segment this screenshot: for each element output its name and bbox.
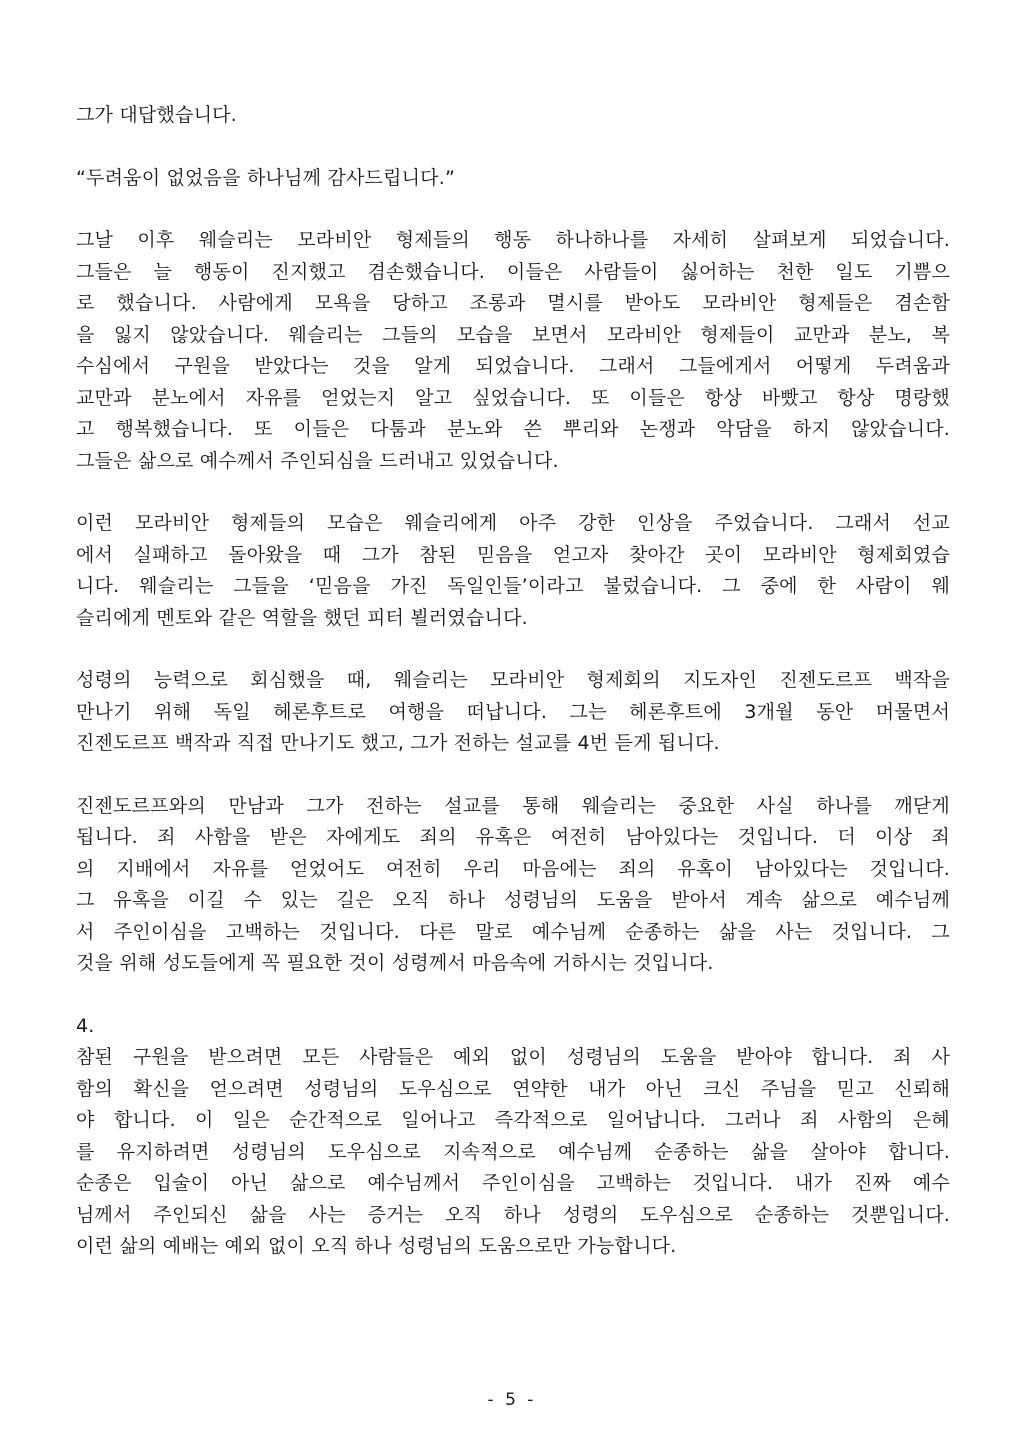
text-line: 함의 확신을 얻으려면 성령님의 도우심으로 연약한 내가 아닌 크신 주님을 믿고 신뢰해 — [76, 1077, 950, 1100]
text-line: 수심에서 구원을 받았다는 것을 알게 되었습니다. 그래서 그들에게서 어떻게 두려움과 — [76, 355, 950, 377]
text-line: 에서 실패하고 돌아왔을 때 그가 참된 믿음을 얻고자 찾아간 곳이 모라비안 형제회였습 — [76, 543, 950, 566]
page-number: - 5 - — [487, 1390, 537, 1410]
text-line: 그들은 늘 행동이 진지했고 겸손했습니다. 이들은 사람들이 싫어하는 천한 일도 기쁨으 — [76, 260, 950, 283]
text-line: 교만과 분노에서 자유를 얻었는지 알고 싶었습니다. 또 이들은 항상 바빴고 항상 명랑했 — [76, 386, 950, 409]
section-number — [76, 1011, 950, 1043]
paragraph-quote — [76, 163, 950, 195]
text-line: 4. — [76, 1014, 95, 1037]
text-line: 고 행복했습니다. 또 이들은 다툼과 분노와 쓴 뿌리와 논쟁과 악담을 하지 않았습니다. — [76, 418, 950, 440]
text-line: 니다. 웨슬리는 그들을 ‘믿음을 가진 독일인들’이라고 불렀습니다. 그 중에 한 사람이 웨 — [76, 575, 950, 597]
text-line: 그날 이후 웨슬리는 모라비안 형제들의 행동 하나하나를 자세히 살펴보게 되었습니다. — [76, 229, 950, 251]
text-line: 그들은 삶으로 예수께서 주인되심을 드러내고 있었습니다. — [76, 449, 559, 472]
text-line: 서 주인이심을 고백하는 것입니다. 다른 말로 예수님께 순종하는 삶을 사는 것입니다. 그 — [76, 920, 950, 943]
paragraph — [76, 791, 950, 980]
paragraph — [76, 665, 950, 760]
text-line: 야 합니다. 이 일은 순간적으로 일어나고 즉각적으로 일어납니다. 그러나 죄 사함의 은혜 — [76, 1109, 950, 1131]
text-line: 진젠도르프 백작과 직접 만나기도 했고, 그가 전하는 설교를 4번 듣게 됩니다. — [76, 732, 720, 754]
text-line: 를 유지하려면 성령님의 도우심으로 지속적으로 예수님께 순종하는 삶을 살아야 합니다. — [76, 1140, 950, 1163]
text-line: 그 유혹을 이길 수 있는 길은 오직 하나 성령님의 도움을 받아서 계속 삶으로 예수님께 — [76, 889, 950, 911]
text-line: 로 했습니다. 사람에게 모욕을 당하고 조롱과 멸시를 받아도 모라비안 형제들은 겸손함 — [76, 292, 950, 314]
text-line: 됩니다. 죄 사함을 받은 자에게도 죄의 유혹은 여전히 남아있다는 것입니다. 더 이상 죄 — [76, 826, 950, 848]
text-line: 것을 위해 성도들에게 꼭 필요한 것이 성령께서 마음속에 거하시는 것입니다. — [76, 952, 714, 974]
paragraph — [76, 508, 950, 634]
text-line: 만나기 위해 독일 헤론후트로 여행을 떠납니다. 그는 헤론후트에 3개월 동안 머물면서 — [76, 700, 950, 723]
paragraph — [76, 225, 950, 477]
text-line: 이런 모라비안 형제들의 모습은 웨슬리에게 아주 강한 인상을 주었습니다. 그래서 선교 — [76, 512, 950, 534]
text-line: 그가 대답했습니다. — [76, 104, 237, 126]
text-line: 진젠도르프와의 만남과 그가 전하는 설교를 통해 웨슬리는 중요한 사실 하나를 깨닫게 — [76, 794, 950, 817]
text-line: 슬리에게 멘토와 같은 역할을 했던 피터 뵐러였습니다. — [76, 606, 528, 629]
text-line: 순종은 입술이 아닌 삶으로 예수님께서 주인이심을 고백하는 것입니다. 내가 진짜 예수 — [76, 1172, 950, 1194]
text-line: 성령의 능력으로 회심했을 때, 웨슬리는 모라비안 형제회의 지도자인 진젠도르프 백작을 — [76, 669, 950, 691]
text-line: 님께서 주인되신 삶을 사는 증거는 오직 하나 성령의 도우심으로 순종하는 것뿐입니다. — [76, 1203, 950, 1226]
text-line: “두려움이 없었음을 하나님께 감사드립니다.” — [76, 166, 456, 189]
paragraph — [76, 100, 950, 132]
paragraph — [76, 1042, 950, 1263]
text-line: 참된 구원을 받으려면 모든 사람들은 예외 없이 성령님의 도움을 받아야 합니다. 죄 사 — [76, 1046, 950, 1068]
text-line: 이런 삶의 예배는 예외 없이 오직 하나 성령님의 도움으로만 가능합니다. — [76, 1235, 677, 1257]
document-body — [76, 100, 950, 1294]
text-line: 의 지배에서 자유를 얻었어도 여전히 우리 마음에는 죄의 유혹이 남아있다는 것입니다. — [76, 857, 950, 880]
text-line: 을 잃지 않았습니다. 웨슬리는 그들의 모습을 보면서 모라비안 형제들이 교만과 분노, 복 — [76, 323, 950, 346]
